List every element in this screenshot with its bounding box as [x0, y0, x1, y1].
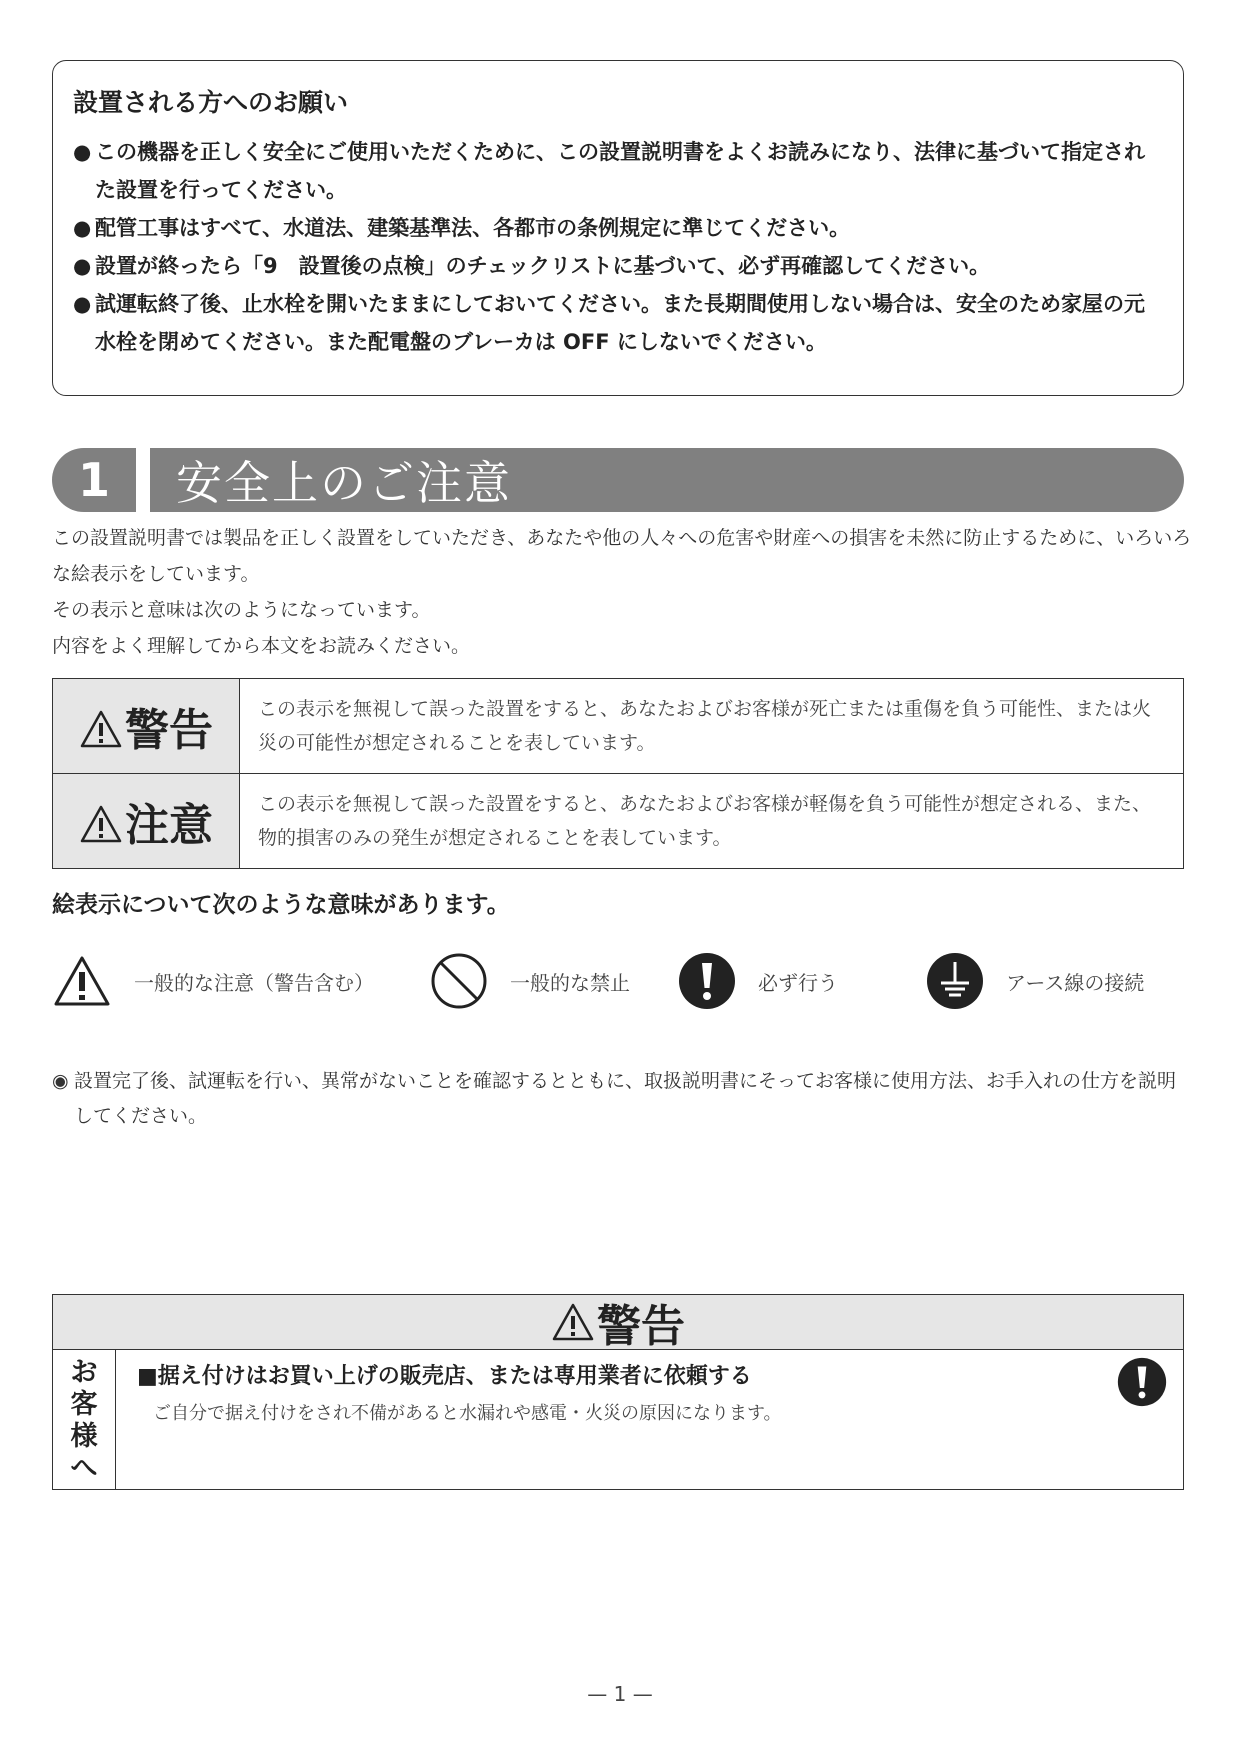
request-item: [73, 133, 1163, 209]
caution-label: 注意: [125, 800, 213, 851]
warning-description: この表示を無視して誤った設置をすると、あなたおよびお客様が死亡または重傷を負う可能性、または火災の可能性が想定されることを表しています。: [240, 679, 1184, 774]
symbol-item: [926, 952, 1144, 1010]
intro-paragraph: その表示と意味は次のようになっています。: [52, 599, 431, 621]
table-row: [53, 679, 1184, 774]
bullet: ●: [73, 254, 92, 278]
section-title: 安全上のご注意: [150, 448, 1184, 512]
symbol-label: アース線の接続: [1006, 970, 1145, 995]
page-number: — 1 —: [587, 1682, 653, 1706]
bullet: ●: [73, 140, 92, 164]
warning-box-header: [53, 1295, 1183, 1350]
request-item-text: 配管工事はすべて、水道法、建築基準法、各都市の条例規定に準じてください。: [95, 216, 851, 240]
request-item-text: 設置が終ったら「9 設置後の点検」のチェックリストに基づいて、必ず再確認してください。: [95, 254, 991, 278]
post-install-note: [52, 1064, 1192, 1134]
caution-label-cell: [53, 774, 240, 869]
note-mark: ◉: [52, 1070, 69, 1092]
intro-paragraph: この設置説明書では製品を正しく設置をしていただき、あなたや他の人々への危害や財産への損害を未然に防止するために、いろいろな絵表示をしています。: [52, 527, 1192, 585]
warning-triangle-icon: [79, 709, 123, 749]
symbol-item: [678, 952, 838, 1010]
warning-label: 警告: [125, 705, 213, 756]
warning-label-cell: [53, 679, 240, 774]
signal-word-table: [52, 678, 1184, 869]
bullet: ●: [73, 216, 92, 240]
mandatory-icon: [678, 952, 736, 1010]
installer-request-box: [52, 60, 1184, 396]
customer-side-label: [53, 1349, 116, 1489]
section-number: 1: [52, 448, 136, 512]
request-title: 設置される方へのお願い: [73, 88, 349, 117]
ground-icon: [926, 952, 984, 1010]
symbol-label: 必ず行う: [758, 970, 838, 995]
prohibition-icon: [430, 952, 488, 1010]
warning-item-description: ご自分で据え付けをされ不備があると水漏れや感電・火災の原因になります。: [153, 1403, 782, 1424]
warning-triangle-icon: [52, 954, 112, 1008]
mandatory-icon: [1117, 1357, 1167, 1407]
table-row: [53, 774, 1184, 869]
warning-item-title: ■据え付けはお買い上げの販売店、または専用業者に依頼する: [137, 1364, 752, 1389]
symbols-heading: 絵表示について次のような意味があります。: [52, 892, 510, 918]
caution-description: この表示を無視して誤った設置をすると、あなたおよびお客様が軽傷を負う可能性が想定される、また、物的損害のみの発生が想定されることを表しています。: [240, 774, 1184, 869]
symbol-label: 一般的な禁止: [510, 970, 630, 995]
warning-triangle-icon: [79, 804, 123, 844]
section-heading: [52, 448, 1184, 512]
side-char: へ: [70, 1453, 98, 1484]
warning-triangle-icon: [551, 1302, 595, 1342]
request-item-text: 試運転終了後、止水栓を開いたままにしておいてください。また長期間使用しない場合は、安全のため家屋の元水栓を閉めてください。また配電盤のブレーカは OFF にしないでください。: [95, 292, 1145, 354]
bullet: ●: [73, 292, 92, 316]
symbol-item: [52, 952, 374, 1010]
request-item: [73, 209, 1163, 247]
symbol-item: [430, 952, 630, 1010]
side-char: 客: [70, 1389, 98, 1420]
side-char: お: [70, 1357, 98, 1388]
note-text: 設置完了後、試運転を行い、異常がないことを確認するとともに、取扱説明書にそってお客様に使用方法、お手入れの仕方を説明してください。: [74, 1070, 1177, 1127]
request-item: [73, 285, 1163, 361]
intro-text: [52, 520, 1192, 664]
side-char: 様: [70, 1421, 98, 1452]
symbol-label: 一般的な注意（警告含む）: [134, 970, 374, 995]
request-item-text: この機器を正しく安全にご使用いただくために、この設置説明書をよくお読みになり、法律に基づいて指定された設置を行ってください。: [95, 140, 1145, 202]
warning-box: [52, 1294, 1184, 1490]
warning-box-header-label: 警告: [597, 1301, 685, 1352]
intro-paragraph: 内容をよく理解してから本文をお読みください。: [52, 635, 471, 657]
request-item: [73, 247, 1163, 285]
